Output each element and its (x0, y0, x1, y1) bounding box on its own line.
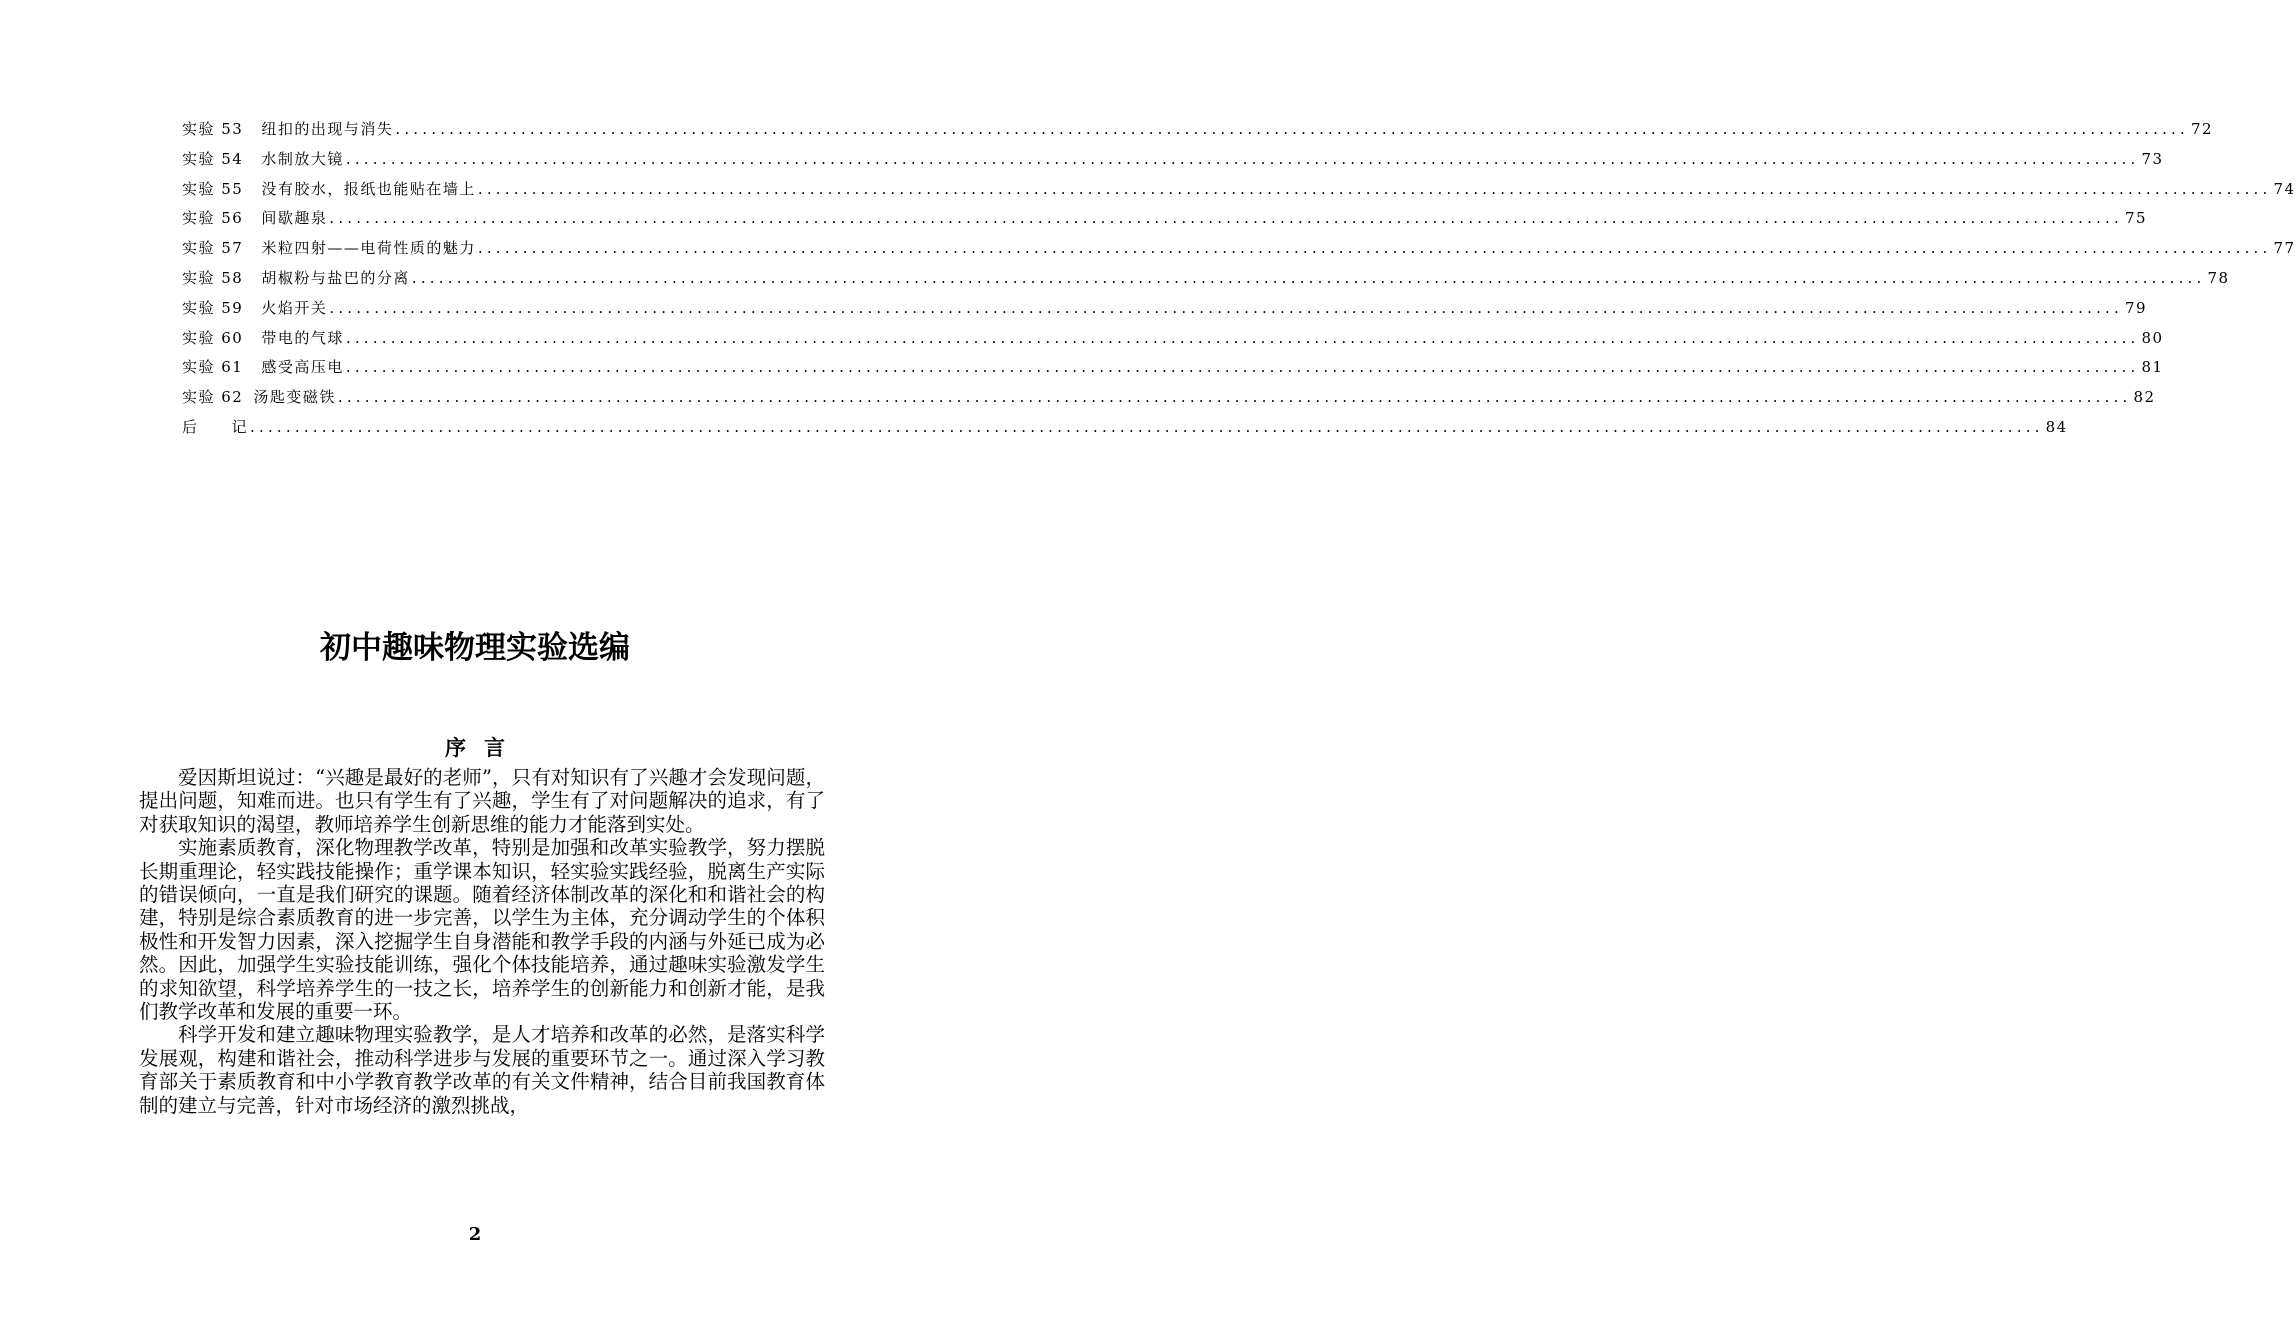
toc-entry-label: 实验 53 (182, 120, 244, 138)
section-heading: 序言 (445, 736, 523, 760)
toc-entry-label: 实验 57 (182, 239, 244, 258)
toc-entry-title: 火焰开关 (261, 298, 328, 317)
page-number: 2 (468, 1224, 482, 1245)
toc-leader-dots: ........................................................................................................................................................................................................ (329, 298, 2123, 317)
toc-entry-title: 米粒四射——电荷性质的魅力 (261, 239, 476, 258)
toc-leader-dots: ........................................................................................................................................................................................................ (345, 149, 2140, 168)
paragraph: 科学开发和建立趣味物理实验教学，是人才培养和改革的必然，是落实科学发展观，构建和谐社会，推动科学进步与发展的重要环节之一。通过深入学习教育部关于素质教育和中小学教育教学改革的有关文件精神，结合目前我国教育体制的建立与完善，针对市场经济的激烈挑战， (139, 1023, 825, 1117)
toc-entry-page: 78 (2207, 268, 2230, 287)
toc-entry-label: 实验 58 (182, 268, 244, 287)
preface-body (139, 766, 825, 1117)
toc-leader-dots: ........................................................................................................................................................................................................ (250, 417, 2044, 436)
toc-entry-page: 75 (2125, 209, 2148, 228)
toc-entry-page: 72 (2191, 120, 2214, 138)
toc-entry[interactable] (182, 178, 2296, 208)
toc-entry-label: 实验 59 (182, 298, 244, 317)
toc-entry-title: 汤匙变磁铁 (253, 388, 336, 407)
toc-entry-title: 纽扣的出现与消失 (261, 120, 394, 138)
toc-entry-page: 79 (2125, 298, 2148, 317)
toc-entry-title: 胡椒粉与盐巴的分离 (261, 268, 410, 287)
toc-leader-dots: ........................................................................................................................................................................................................ (329, 209, 2123, 228)
toc-leader-dots: ........................................................................................................................................................................................................ (345, 328, 2140, 347)
toc-entry[interactable] (182, 327, 2164, 357)
toc-entry-title: 感受高压电 (261, 358, 344, 377)
toc-entry-label: 实验 54 (182, 149, 244, 168)
toc-leader-dots: ........................................................................................................................................................................................................ (477, 239, 2272, 258)
toc-entry-label: 实验 60 (182, 328, 244, 347)
paragraph: 实施素质教育，深化物理教学改革，特别是加强和改革实验教学，努力摆脱长期重理论，轻实践技能操作；重学课本知识，轻实验实践经验，脱离生产实际的错误倾向，一直是我们研究的课题。随着经济体制改革的深化和和谐社会的构建，特别是综合素质教育的进一步完善，以学生为主体，充分调动学生的个体积极性和开发智力因素，深入挖掘学生自身潜能和教学手段的内涵与外延已成为必然。因此，加强学生实验技能训练，强化个体技能培养，通过趣味实验激发学生的求知欲望，科学培养学生的一技之长，培养学生的创新能力和创新才能，是我们教学改革和发展的重要一环。 (139, 836, 825, 1024)
toc-entry[interactable] (182, 118, 2214, 148)
toc-entry-label: 实验 62 (182, 388, 244, 407)
toc-entry[interactable] (182, 207, 2148, 237)
toc-entry-page: 77 (2273, 239, 2296, 258)
toc-entry-title: 没有胶水，报纸也能贴在墙上 (261, 179, 476, 198)
toc-entry-label: 实验 56 (182, 209, 244, 228)
toc-entry[interactable] (182, 386, 2156, 416)
toc-entry-page: 73 (2141, 149, 2164, 168)
toc-entry[interactable] (182, 237, 2296, 267)
toc-entry[interactable] (182, 148, 2164, 178)
toc-leader-dots: ........................................................................................................................................................................................................ (411, 268, 2206, 287)
toc-entry[interactable] (182, 416, 2068, 446)
toc-entry[interactable] (182, 267, 2230, 297)
toc-entry[interactable] (182, 356, 2164, 386)
toc-entry-page: 84 (2045, 417, 2068, 436)
toc-entry-label: 后 记 (182, 417, 249, 436)
toc-entry[interactable] (182, 297, 2148, 327)
toc-entry-title: 带电的气球 (261, 328, 344, 347)
book-title: 初中趣味物理实验选编 (320, 630, 630, 666)
toc-entry-page: 81 (2141, 358, 2164, 377)
toc-leader-dots: ........................................................................................................................................................................................................ (395, 120, 2189, 138)
toc-entry-label: 实验 55 (182, 179, 244, 198)
toc-leader-dots: ........................................................................................................................................................................................................ (477, 179, 2272, 198)
toc-entry-page: 82 (2133, 388, 2156, 407)
paragraph: 爱因斯坦说过：“兴趣是最好的老师”，只有对知识有了兴趣才会发现问题，提出问题，知难而进。也只有学生有了兴趣，学生有了对问题解决的追求，有了对获取知识的渴望，教师培养学生创新思维的能力才能落到实处。 (139, 766, 825, 836)
toc-entry-page: 74 (2273, 179, 2296, 198)
toc-entry-title: 水制放大镜 (261, 149, 344, 168)
toc-entry-page: 80 (2141, 328, 2164, 347)
toc-entry-title: 间歇趣泉 (261, 209, 328, 228)
toc-leader-dots: ........................................................................................................................................................................................................ (345, 358, 2140, 377)
table-of-contents (182, 118, 2296, 446)
toc-entry-label: 实验 61 (182, 358, 244, 377)
toc-leader-dots: ........................................................................................................................................................................................................ (337, 388, 2132, 407)
